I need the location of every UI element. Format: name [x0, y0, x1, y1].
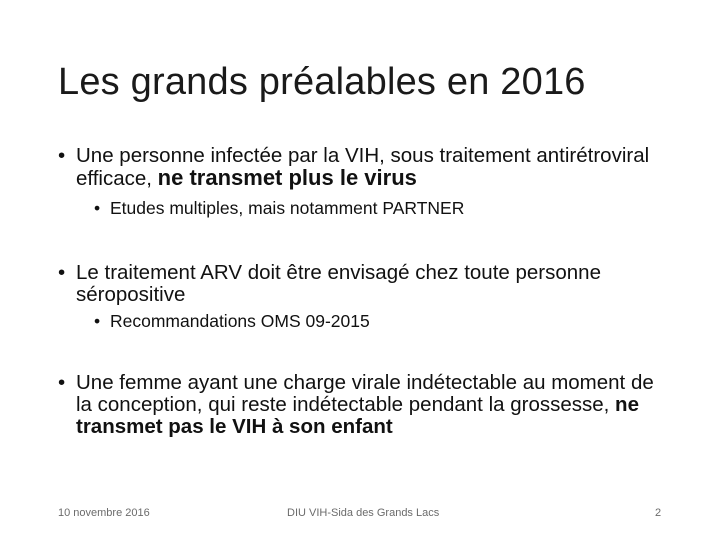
footer-page-number: 2 [655, 507, 662, 519]
footer-center-text: DIU VIH-Sida des Grands Lacs [287, 507, 440, 519]
bullet-text-bold: ne transmet pas le VIH à son enfant [76, 393, 639, 438]
sub-bullet-item [94, 197, 654, 219]
footer-date: 10 novembre 2016 [58, 507, 150, 519]
bullet-text [76, 145, 658, 190]
bullet-marker: • [58, 371, 66, 394]
sub-bullet-marker: • [94, 198, 101, 218]
bullet-text-regular: Le traitement ARV doit être envisagé chez toute personne séropositive [76, 261, 601, 306]
bullet-text [76, 262, 658, 306]
bullet-text [76, 372, 658, 438]
bullet-item [58, 145, 658, 190]
bullet-text-regular: Une personne infectée par la VIH, sous traitement antirétroviral efficace, [76, 144, 650, 190]
bullet-item [58, 262, 658, 306]
bullet-text-regular: Une femme ayant une charge virale indétectable au moment de la conception, qui reste indétectable pendant la grossesse, [76, 371, 654, 416]
slide-title: Les grands préalables en 2016 [58, 61, 586, 103]
sub-bullet-text: Recommandations OMS 09-2015 [110, 311, 370, 331]
bullet-marker: • [58, 144, 66, 167]
bullet-item [58, 372, 658, 438]
sub-bullet-text: Etudes multiples, mais notamment PARTNER [110, 198, 465, 218]
sub-bullet-marker: • [94, 311, 101, 331]
bullet-text-bold: ne transmet plus le virus [157, 165, 417, 190]
bullet-marker: • [58, 261, 66, 284]
sub-bullet-item [94, 310, 654, 332]
